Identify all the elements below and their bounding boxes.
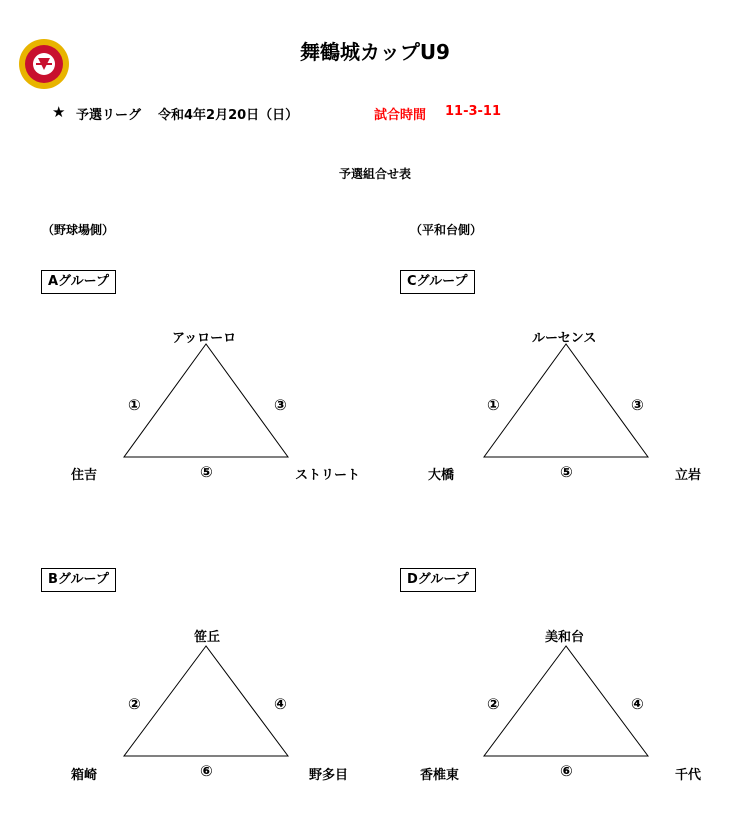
group-a-team-left: 住吉: [71, 468, 98, 483]
schedule-subtitle: 予選組合せ表: [338, 167, 411, 181]
group-a-team-right: ストリート: [295, 468, 361, 483]
group-d-team-left: 香椎東: [420, 768, 460, 783]
group-c-match-1: ①: [487, 396, 500, 414]
group-b-match-4: ④: [274, 695, 287, 713]
group-b-team-left: 箱崎: [71, 768, 98, 783]
match-time-label: 試合時間: [374, 108, 427, 123]
group-d-match-2: ②: [487, 695, 500, 713]
group-b-label: Bグループ: [41, 568, 116, 592]
group-a-match-3: ③: [274, 396, 287, 414]
group-c-match-3: ③: [631, 396, 644, 414]
side-label-right: （平和台側）: [410, 223, 483, 237]
group-d-team-top: 美和台: [545, 630, 585, 645]
group-d-label: Dグループ: [400, 568, 476, 592]
group-b-team-top: 笹丘: [194, 630, 221, 645]
group-d-team-right: 千代: [675, 768, 702, 783]
group-d-match-6: ⑥: [560, 762, 573, 780]
group-c-team-top: ルーセンス: [532, 331, 597, 346]
group-c-label: Cグループ: [400, 270, 475, 294]
group-d-match-4: ④: [631, 695, 644, 713]
group-b-team-right: 野多目: [309, 768, 349, 783]
group-b-match-2: ②: [128, 695, 141, 713]
group-a-match-5: ⑤: [200, 463, 213, 481]
match-time-value: 11-3-11: [445, 104, 502, 119]
star-icon: ★: [52, 103, 66, 121]
group-b-match-6: ⑥: [200, 762, 213, 780]
group-a-label: Aグループ: [41, 270, 116, 294]
side-label-left: （野球場側）: [42, 223, 115, 237]
group-a-match-1: ①: [128, 396, 141, 414]
match-date: 令和4年2月20日（日）: [158, 108, 299, 123]
group-c-team-right: 立岩: [675, 468, 702, 483]
group-c-match-5: ⑤: [560, 463, 573, 481]
league-label: 予選リーグ: [76, 108, 142, 123]
group-a-team-top: アッローロ: [172, 331, 237, 346]
group-c-team-left: 大橋: [428, 468, 455, 483]
page-title: 舞鶴城カップU9: [300, 40, 450, 64]
